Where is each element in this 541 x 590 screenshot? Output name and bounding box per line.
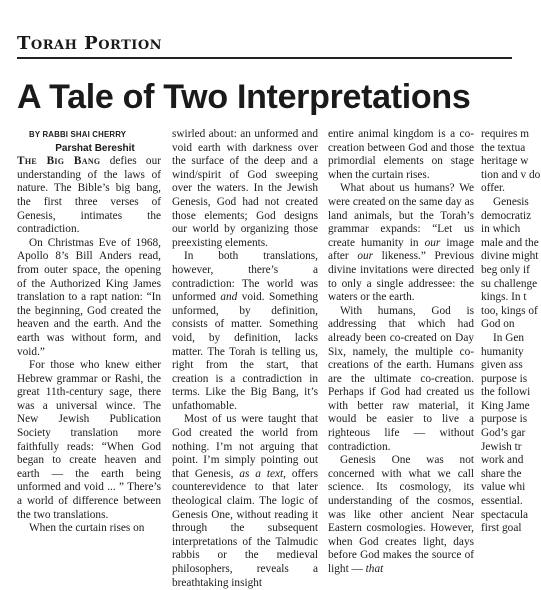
paragraph: Genesis democratiz in which male and the divine might beg only if su challenge kings. In t too, kings of God on bbox=[481, 195, 539, 331]
article-column-2 bbox=[172, 128, 318, 589]
emphasis: as a text bbox=[239, 467, 284, 480]
headline: A Tale of Two Interpretations bbox=[17, 78, 471, 116]
paragraph bbox=[172, 413, 318, 590]
emphasis: our bbox=[357, 250, 374, 263]
parsha-name: Parshat Bereshit bbox=[55, 142, 135, 154]
paragraph: For those who knew either Hebrew grammar or Rashi, the great 11th-century sage, there was a universal wince. The New Jewish Publication Society translation more faithfully reads: “When God began to create heaven and earth — the earth being unformed and void ... ” There’s a world of difference between the two translations. bbox=[17, 359, 161, 521]
paragraph: On Christmas Eve of 1968, Apollo 8’s Bill Anders read, from outer space, the opening of the Authorized King James translation to a rapt nation: “In the beginning, God created the heaven and the earth. And the earth was without form, and void.” bbox=[17, 236, 161, 358]
emphasis: our bbox=[424, 236, 441, 249]
text-run: What about us humans? We were created on the same day as land animals, but the Torah’s grammar expands: “Let us create humanity in bbox=[328, 182, 474, 249]
emphasis: and bbox=[220, 291, 238, 304]
text-run: Genesis One was not concerned with what we call science. Its cosmology, its understanding of the cosmos, was like other ancient Near Eastern cosmologies. However, when God creates light, days before God makes the source of light — bbox=[328, 454, 474, 575]
paragraph: entire animal kingdom is a co-creation between God and those primordial elements on stage when the curtain rises. bbox=[328, 128, 474, 181]
paragraph bbox=[172, 250, 318, 413]
paragraph bbox=[328, 454, 474, 576]
lead-text: defies our understanding of the laws of nature. The Bible’s big bang, the first three verses of Genesis, intimates the contradiction. bbox=[17, 155, 161, 236]
text-run: image after bbox=[328, 236, 474, 263]
article-column-1 bbox=[17, 128, 161, 535]
text-run: Most of us were taught that God created the world from nothing. I’m not arguing that point. I’m simply pointing out that Genesis, bbox=[172, 413, 318, 480]
lead-in: The Big Bang bbox=[17, 155, 101, 168]
paragraph: swirled about: an unformed and void earth with darkness over the surface of the deep and a wind/spirit of God sweeping over the waters. In the Jewish Genesis, God had not created those elements; God designs our world by organizing those preexisting elements. bbox=[172, 128, 318, 249]
lead-paragraph bbox=[17, 155, 161, 237]
paragraph: With humans, God is addressing that which had already been co-created on Day Six, namely, the multiple co-creations of the earth. Humans are the ultimate co-creation. Perhaps if God had created us with better raw material, it would be easier to live a righteous life — without contradiction. bbox=[328, 304, 474, 453]
paragraph: When the curtain rises on bbox=[29, 522, 145, 535]
text-run: , offers counterevidence to that later theological claim. The logic of Genesis One, without reading it through the subsequent interpretations of the Talmudic rabbis or the medieval philosophers, reveals a breathtaking insight bbox=[172, 467, 318, 589]
paragraph: requires m the textua heritage w tion and v do offer. bbox=[481, 128, 541, 195]
paragraph bbox=[328, 182, 474, 304]
article-column-3 bbox=[328, 128, 475, 575]
paragraph: In Gen humanity given ass purpose is the followi King Jame purpose is God’s gar Jewish tr work and share the value whi essential. spectacula first goal bbox=[481, 331, 531, 535]
emphasis: that bbox=[365, 563, 384, 575]
section-rule bbox=[17, 57, 512, 59]
article-column-4 bbox=[481, 128, 541, 535]
text-run: likeness.” Previous divine invitations were directed to only a single addressee: the waters or the earth. bbox=[328, 250, 475, 304]
text-run: void. Something unformed, by definition, consists of matter. Something void, by definition, lacks matter. The Torah is telling us, right from the start, that creation is a contradiction in terms. Like the Big Bang, it’s unfathomable. bbox=[172, 291, 318, 412]
byline: BY RABBI SHAI CHERRY bbox=[29, 130, 127, 139]
text-run: In both translations, however, there’s a contradiction: The world was unformed bbox=[172, 250, 318, 304]
section-label: Torah Portion bbox=[17, 33, 163, 54]
